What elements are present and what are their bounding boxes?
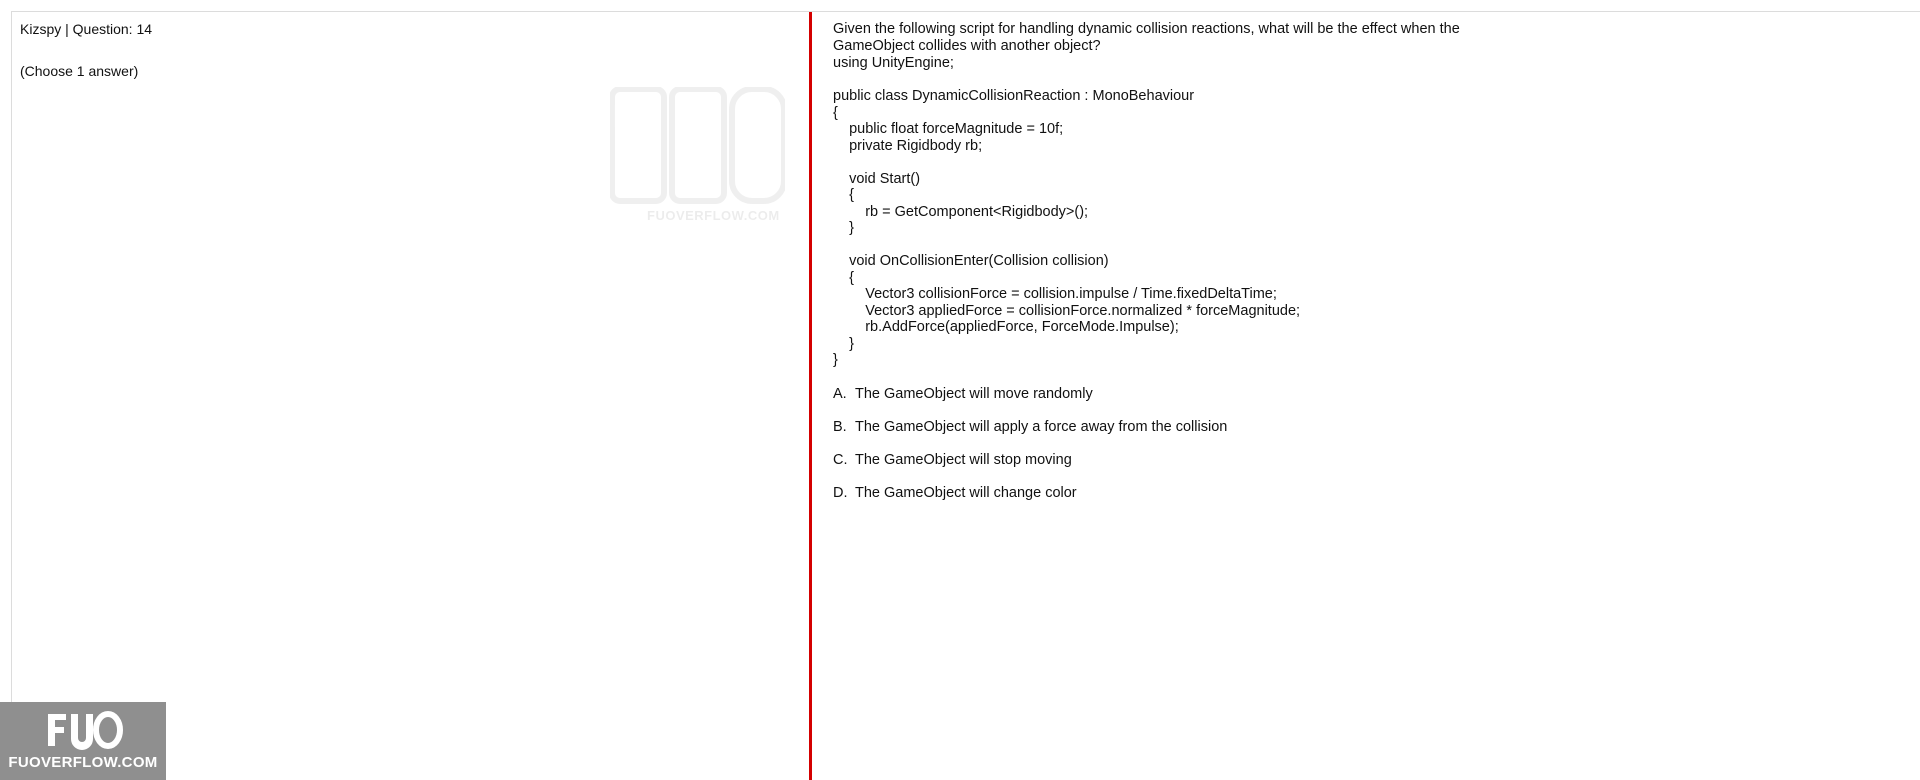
option-letter: D. [833, 485, 848, 501]
option-text: The GameObject will change color [855, 485, 1077, 501]
watermark-logo-icon [610, 87, 785, 207]
option-text: The GameObject will move randomly [855, 386, 1093, 402]
option-text: The GameObject will stop moving [855, 452, 1072, 468]
answer-options [833, 386, 1227, 518]
logo-text: FUOVERFLOW.COM [8, 754, 158, 771]
option-b[interactable] [833, 419, 1227, 452]
option-letter: A. [833, 386, 847, 402]
choose-hint: (Choose 1 answer) [20, 63, 139, 79]
fuo-logo-icon [44, 710, 124, 750]
option-letter: C. [833, 452, 848, 468]
option-a[interactable] [833, 386, 1227, 419]
question-text: Given the following script for handling dynamic collision reactions, what will be the effect when the GameObject collides with another object? [833, 21, 1460, 54]
option-letter: B. [833, 419, 847, 435]
option-c[interactable] [833, 452, 1227, 485]
option-d[interactable] [833, 485, 1227, 518]
code-block: using UnityEngine; public class DynamicCollisionReaction : MonoBehaviour { public float forceMagnitude = 10f; private Rigidbody rb; void Start() { rb = GetComponent<Rigidbody>(); } void OnCollisionEnter(Collision collision) { Vector3 collisionForce = collision.impulse / Time.fixedDeltaTime; Vector3 appliedForce = collisionForce.normalized * forceMagnitude; rb.AddForce(appliedForce, ForceMode.Impulse); } } [833, 55, 1301, 368]
quiz-header: Kizspy | Question: 14 [20, 21, 153, 37]
option-text: The GameObject will apply a force away from the collision [855, 419, 1228, 435]
left-pane [12, 12, 809, 780]
main-frame [11, 11, 1920, 780]
right-pane [812, 12, 1920, 780]
fuoverflow-logo-badge [0, 702, 166, 780]
watermark-text: FUOVERFLOW.COM [647, 208, 780, 223]
